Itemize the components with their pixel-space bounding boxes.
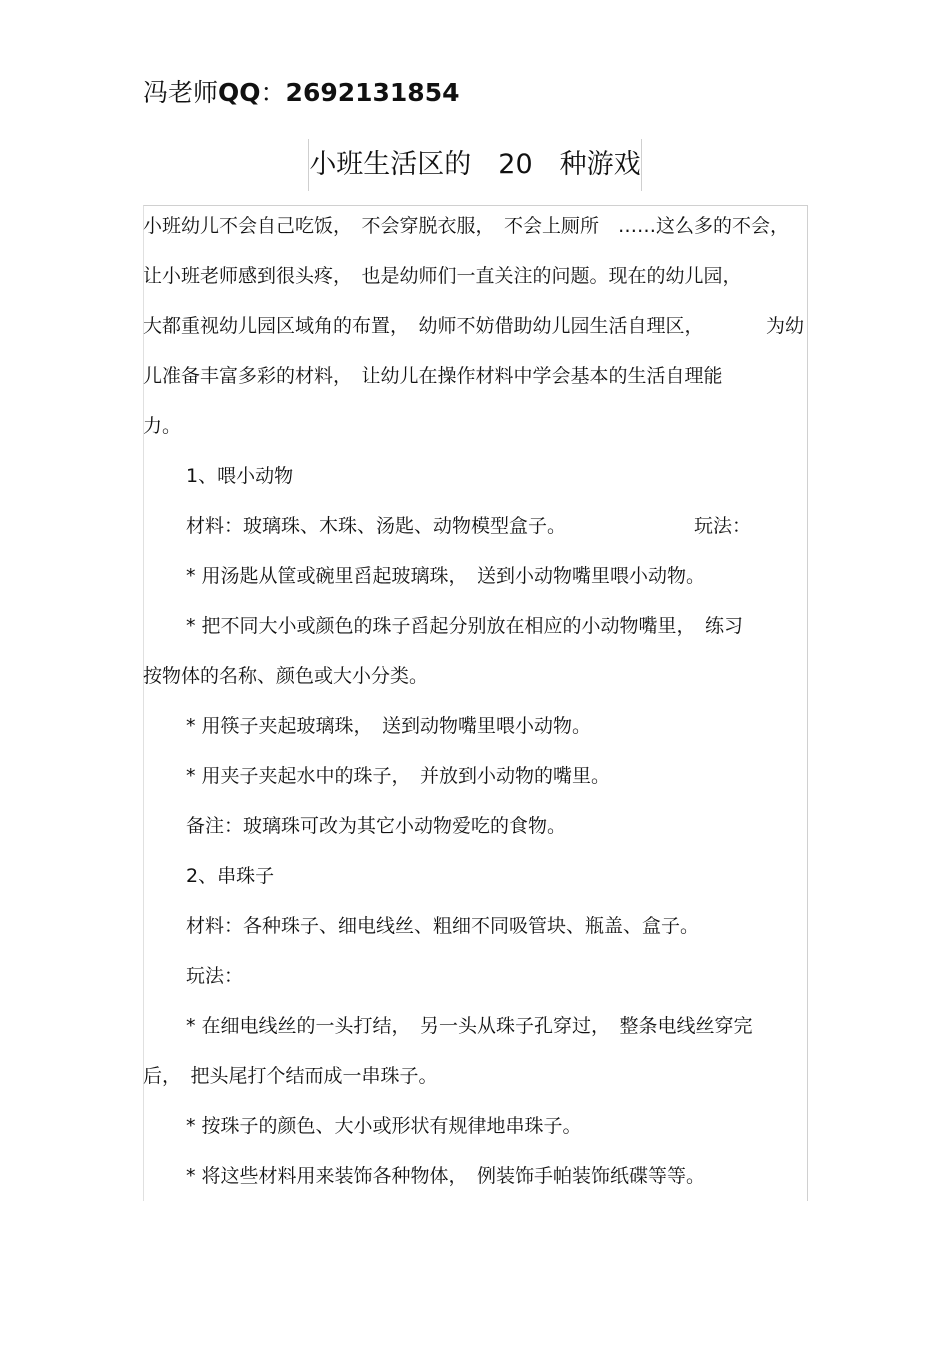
intro-line-4: 儿准备丰富多彩的材料， 让幼儿在操作材料中学会基本的生活自理能 — [143, 365, 723, 387]
game1-note: 备注：玻璃珠可改为其它小动物爱吃的食物。 — [186, 815, 567, 837]
intro-line-1: 小班幼儿不会自己吃饭， 不会穿脱衣服， 不会上厕所 ……这么多的不会， — [143, 215, 790, 237]
content-frame — [143, 205, 808, 1201]
game2-materials: 材料：各种珠子、细电线丝、粗细不同吸管块、瓶盖、盒子。 — [186, 915, 700, 937]
qq-number: 2692131854 — [285, 78, 460, 107]
game1-step-2: * 把不同大小或颜色的珠子舀起分别放在相应的小动物嘴里， 练习 — [186, 615, 744, 637]
game2-step-1: * 在细电线丝的一头打结， 另一头从珠子孔穿过， 整条电线丝穿完 — [186, 1015, 753, 1037]
game1-step-1: * 用汤匙从筐或碗里舀起玻璃珠， 送到小动物嘴里喂小动物。 — [186, 565, 706, 587]
intro-line-3-end: 为幼 — [766, 315, 805, 337]
game1-play-label: 玩法： — [694, 515, 752, 537]
game2-heading: 2、串珠子 — [186, 865, 275, 887]
game2-step-1-cont: 后， 把头尾打个结而成一串珠子。 — [143, 1065, 438, 1087]
game1-heading: 1、喂小动物 — [186, 465, 294, 487]
qq-label: QQ — [218, 78, 261, 107]
author-header — [143, 76, 460, 110]
game2-step-2: * 按珠子的颜色、大小或形状有规律地串珠子。 — [186, 1115, 582, 1137]
intro-line-2: 让小班老师感到很头疼， 也是幼师们一直关注的问题。现在的幼儿园， — [143, 265, 742, 287]
game2-play-label: 玩法： — [186, 965, 244, 987]
page-title: 小班生活区的 20 种游戏 — [308, 139, 642, 191]
game1-materials: 材料：玻璃珠、木珠、汤匙、动物模型盒子。 — [186, 515, 567, 537]
intro-line-5: 力。 — [143, 415, 182, 437]
game1-step-2-cont: 按物体的名称、颜色或大小分类。 — [143, 665, 429, 687]
author-name: 冯老师 — [143, 78, 219, 107]
intro-line-3: 大都重视幼儿园区域角的布置， 幼师不妨借助幼儿园生活自理区， — [143, 315, 704, 337]
game1-step-4: * 用夹子夹起水中的珠子， 并放到小动物的嘴里。 — [186, 765, 611, 787]
qq-separator: ： — [260, 78, 286, 107]
game1-step-3: * 用筷子夹起玻璃珠， 送到动物嘴里喂小动物。 — [186, 715, 592, 737]
game2-step-3: * 将这些材料用来装饰各种物体， 例装饰手帕装饰纸碟等等。 — [186, 1165, 706, 1187]
